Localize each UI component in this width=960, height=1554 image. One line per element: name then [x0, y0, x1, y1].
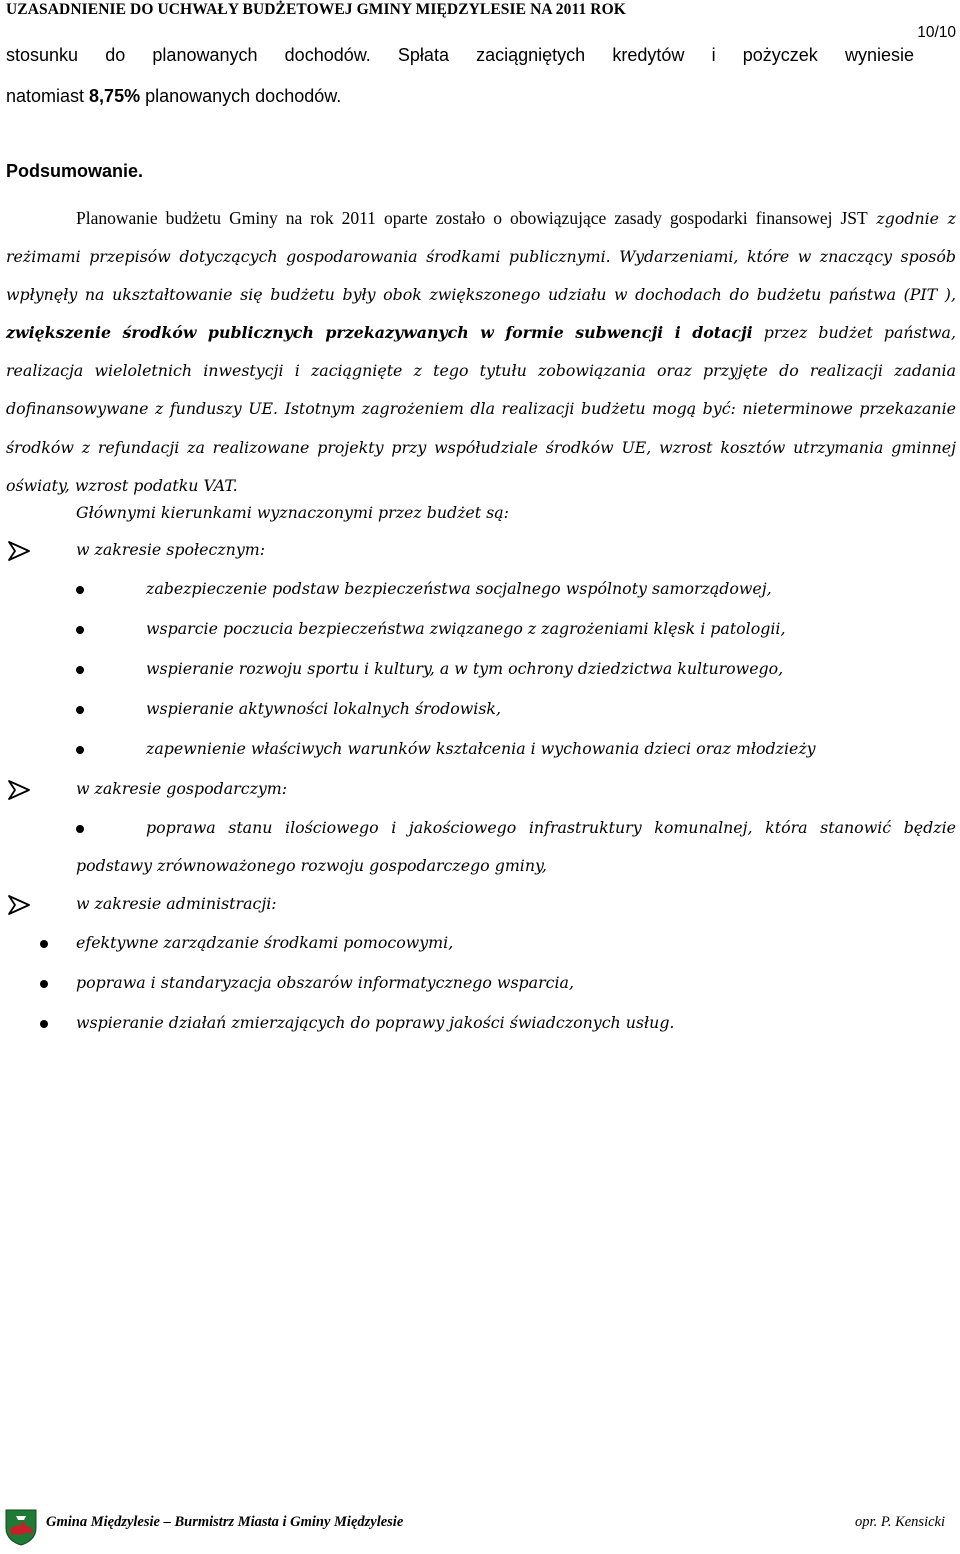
administrative-item: poprawa i standaryzacja obszarów informatycznego wsparcia,: [76, 973, 574, 992]
administrative-label: w zakresie administracji:: [76, 894, 277, 913]
intro-line-1: stosunku do planowanych dochodów. Spłata zaciągniętych kredytów i pożyczek wyniesie: [6, 45, 914, 65]
arrow-bullet-icon: [8, 895, 30, 915]
bullet-dot-icon: [76, 746, 84, 754]
economic-item-line-1: poprawa stanu ilościowego i jakościowego infrastruktury komunalnej, która stanowić będzie: [146, 818, 956, 837]
bullet-dot-icon: [76, 586, 84, 594]
bullet-dot-icon: [76, 626, 84, 634]
social-item: wspieranie aktywności lokalnych środowisk,: [146, 699, 502, 718]
bullet-dot-icon: [40, 980, 48, 988]
summary-emphasis: zwiększenie środków publicznych przekazywanych w formie subwencji i dotacji: [6, 323, 753, 343]
intro-line-2: natomiast 8,75% planowanych dochodów.: [6, 86, 342, 106]
arrow-bullet-icon: [8, 541, 30, 561]
social-label: w zakresie społecznym:: [76, 540, 266, 559]
social-item: wsparcie poczucia bezpieczeństwa związanego z zagrożeniami klęsk i patologii,: [146, 619, 786, 638]
footer-prepared-by: opr. P. Kensicki: [855, 1514, 945, 1530]
social-item: zabezpieczenie podstaw bezpieczeństwa socjalnego wspólnoty samorządowej,: [146, 579, 772, 598]
footer-author: Gmina Międzylesie – Burmistrz Miasta i Gminy Międzylesie: [46, 1514, 404, 1530]
municipality-crest-icon: [4, 1508, 38, 1546]
summary-heading: Podsumowanie.: [6, 161, 144, 181]
bullet-dot-icon: [76, 706, 84, 714]
bullet-dot-icon: [40, 940, 48, 948]
summary-paragraph: Planowanie budżetu Gminy na rok 2011 oparte zostało o obowiązujące zasady gospodarki finansowej JST zgodnie z reżimami przepisów dotyczących gospodarowania środkami publicznymi. Wydarzeniami, które w znaczący sposób wpłynęły na ukształtowanie się budżetu były obok zwiększonego udziału w dochodach do budżetu państwa (PIT ), zwiększenie środków publicznych przekazywanych w formie subwencji i dotacji przez budżet państwa, realizacja wieloletnich inwestycji i zaciągnięte z tego tytułu zobowiązania oraz przyjęte do realizacji zadania dofinansowywane z funduszy UE. Istotnym zagrożeniem dla realizacji budżetu mogą być: nieterminowe przekazanie środków z refundacji za realizowane projekty przy współudziale środków UE, wzrost kosztów utrzymania gminnej oświaty, wzrost podatku VAT.: [6, 208, 956, 495]
administrative-item: efektywne zarządzanie środkami pomocowymi,: [76, 933, 454, 952]
repayment-percent: 8,75%: [89, 86, 141, 106]
bullet-dot-icon: [76, 825, 84, 833]
bullet-dot-icon: [40, 1020, 48, 1028]
social-item: wspieranie rozwoju sportu i kultury, a w tym ochrony dziedzictwa kulturowego,: [146, 659, 784, 678]
administrative-item: wspieranie działań zmierzających do poprawy jakości świadczonych usług.: [76, 1013, 675, 1032]
economic-item-line-2: podstawy zrównoważonego rozwoju gospodarczego gminy,: [76, 856, 547, 875]
document-header: UZASADNIENIE DO UCHWAŁY BUDŻETOWEJ GMINY MIĘDZYLESIE NA 2011 ROK: [6, 1, 626, 18]
directions-intro: Głównymi kierunkami wyznaczonymi przez budżet są:: [76, 503, 509, 522]
arrow-bullet-icon: [8, 780, 30, 800]
social-item: zapewnienie właściwych warunków kształcenia i wychowania dzieci oraz młodzieży: [146, 739, 816, 758]
bullet-dot-icon: [76, 666, 84, 674]
economic-label: w zakresie gospodarczym:: [76, 779, 288, 798]
page-number: 10/10: [917, 24, 956, 41]
